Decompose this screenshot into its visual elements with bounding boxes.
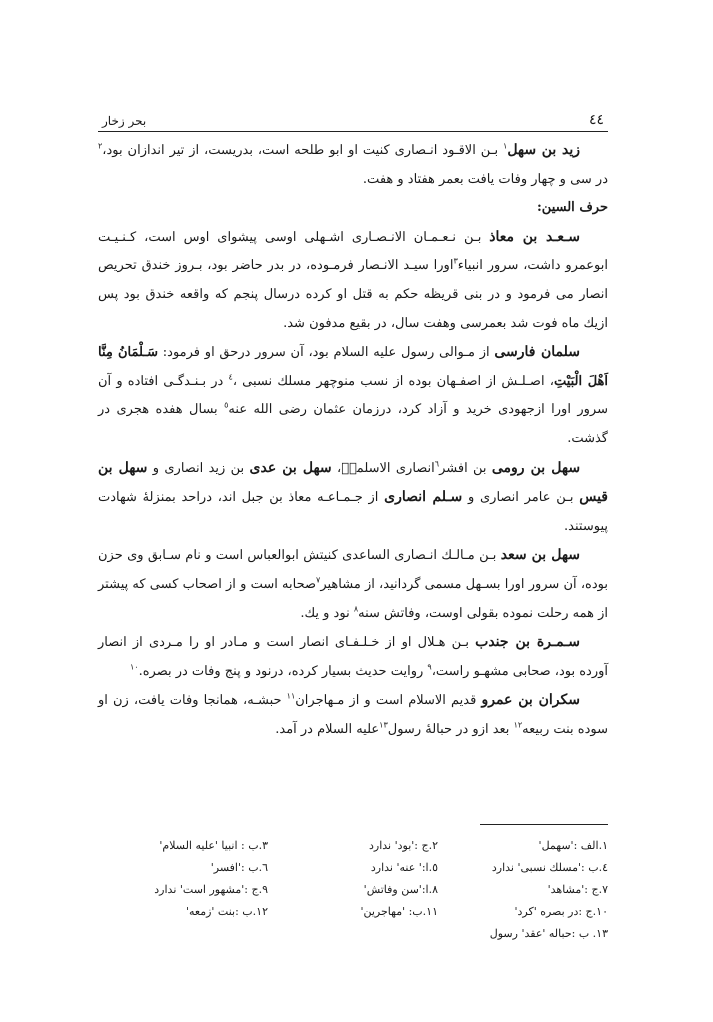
footnote-item: ١٠.ج :در بصره 'کرد' [514,905,608,918]
entry-text: بسال هفده هجری در گذشت. [98,402,608,446]
footnote-item: ٥.ا:' عنه' ندارد [370,861,438,874]
footnote-ref: ٧ [316,575,321,585]
footnote-item: ١٢.ب :بنت 'زمعه' [185,905,268,918]
footnote-ref: ٤ [228,372,233,382]
footnote-item: ٩.ج :'مشهور است' ندارد [154,883,268,896]
entry-text: بـن نـعـمـان الانـصـاری اشـهلی اوسی پیشوای اوس است، کـنـیـت ابوعمرو داشت، سرور انبیاء [98,229,608,274]
entry-name: سکران بن عمرو [481,692,580,709]
footnote-ref: ١ [503,141,508,151]
entry-name: سهل بن عدی [249,459,332,476]
entry-text: روایت حدیث بسیار کرده، درنود و پنج وفات در بصره. [138,663,428,679]
entry-text: بعد ازو در حبالهٔ رسول [387,721,514,737]
entry-text: ، اصـلـش از اصفـهان بوده از نسب منوچهر مسلك نسبی ، [232,373,554,389]
footnote-item: ٨.ا:'سن وفاتش' [363,883,438,896]
entry-text: صحابه است و از اصحاب کسی که پیشتر از همه رحلت نموده بقولی اوست، وفاتش سنه [98,576,608,621]
entry-text: نود و یك. [300,605,354,621]
footnote-ref: ٦ [434,459,440,469]
footnote-item: ١١.ب: 'مهاجرین' [360,905,438,918]
entry-name: سـمـرة بن جندب [475,634,580,651]
entry-name: زید بن سهل [507,142,580,158]
book-page [98,106,609,940]
footnote-item: ٢.ج :'بود' ندارد [368,839,438,852]
entry-text: بـن عامر انصاری و [462,490,580,506]
footnote-item: ١٣. ب :حباله 'عقد' رسول [489,927,608,940]
footnotes [98,836,608,944]
footnote-item: ٦.ب :'افسر' [210,861,268,874]
footnote-item: ٧.ج :'مشاهد' [547,883,608,896]
entry-saad-bin-muaz [98,223,608,338]
entry-name: سهل بن رومی [491,459,581,476]
footnote-ref: ٢ [98,141,103,151]
section-heading: حرف السین: [537,200,608,216]
footnote-ref: ٩ [427,662,432,672]
entry-zaid-bin-sahl [98,136,608,194]
entry-text: بـن الاقـود انـصاری کنیت او ابو طلحه است، بدریست، از تیر اندازان بود، [102,143,504,158]
footnote-item: ٤.ب :'مسلك نسبی' ندارد [491,861,608,874]
footnote-ref: ١٠ [130,662,139,672]
footnote-item: ٣.ب : انبیا 'علیه السلام' [159,839,268,852]
entry-text: از مـوالی رسول علیه السلام بود، آن سرور درحق او فرمود: [158,345,495,361]
footnote-ref: ١٢ [513,720,523,730]
entry-sahl-group [98,454,608,542]
entry-sahl-bin-saad [98,541,608,628]
entry-text: بن زید انصاری و [147,460,250,476]
entry-name: سـلم انصاری [384,489,463,506]
footnote-ref: ١٣ [379,720,388,730]
running-title: بحر زخار [102,114,147,128]
entry-samura [98,628,608,686]
entry-text: بـن هـلال او از خـلـفـای انصار است و مـادر او را مـردی از انصار آورده بود، صحابی مشهـو راست، [98,635,608,679]
entry-text: در بـنـدگـی افتاده و آن سرور اورا ازجهودی خرید و آزاد کرد، درزمان عثمان رضی الله عنه [98,373,608,418]
entry-sakran [98,686,608,744]
footnote-item: ١.الف :'سهمل' [538,839,608,852]
entry-salman-farsi [98,338,608,453]
entry-name: سهل بن قیس [98,459,608,506]
page-number: ٤٤ [588,112,604,128]
entry-name: سلمان فارسی [494,344,581,361]
entry-text: قدیم الاسلام است و از مـهاجران [295,693,482,709]
entry-text: اورا سیـد الانـصار فرمـوده، در بدر حاضر بود، بـروز خندق تحریص انصار می فرمود و در بنی قریظه حکم به قتل او کرده درسال پنجم که واقعه خندق بود پس ازیك ماه فوت شد بعمرسی وهفت سال، در بقیع مدفون شد. [98,258,608,331]
arabic-quote: سَـلْمَانُ مِنَّا اَهْلَ الْبَيْتِ [98,345,609,389]
entry-name: سهل بن سعد [500,547,580,564]
footnote-ref: ٣ [453,257,458,267]
entry-text: در سی و چهار وفات یافت بعمر هفتاد و هفت. [362,171,608,187]
entry-name: سـعـد بن معاذ [489,228,580,245]
footnote-ref: ٥ [224,401,229,411]
entry-text: بـن مـالـك انـصاری الساعدی کنیتش ابوالعباس است و نام سـابق وی حزن بوده، آن سرور اورا بسـهل مسمی گردانید، از مشاهیر [98,548,608,592]
entry-text: انصاری الاسلمیؓ، [331,460,435,476]
entry-text: حبشـه، همانجا وفات یافت، زن او سوده بنت ربیعه [98,693,608,737]
page-body [98,136,608,744]
entry-text: بن افشر [439,460,492,476]
entry-text: از جـمـاعـه معاذ بن جبل اند، دراحد بمنزلهٔ شهادت پیوستند. [98,490,608,534]
entry-text: علیه السلام در آمد. [275,721,380,737]
footnote-ref: ١١ [286,691,296,701]
page-header [98,106,608,132]
footnote-ref: ٨ [353,604,359,614]
